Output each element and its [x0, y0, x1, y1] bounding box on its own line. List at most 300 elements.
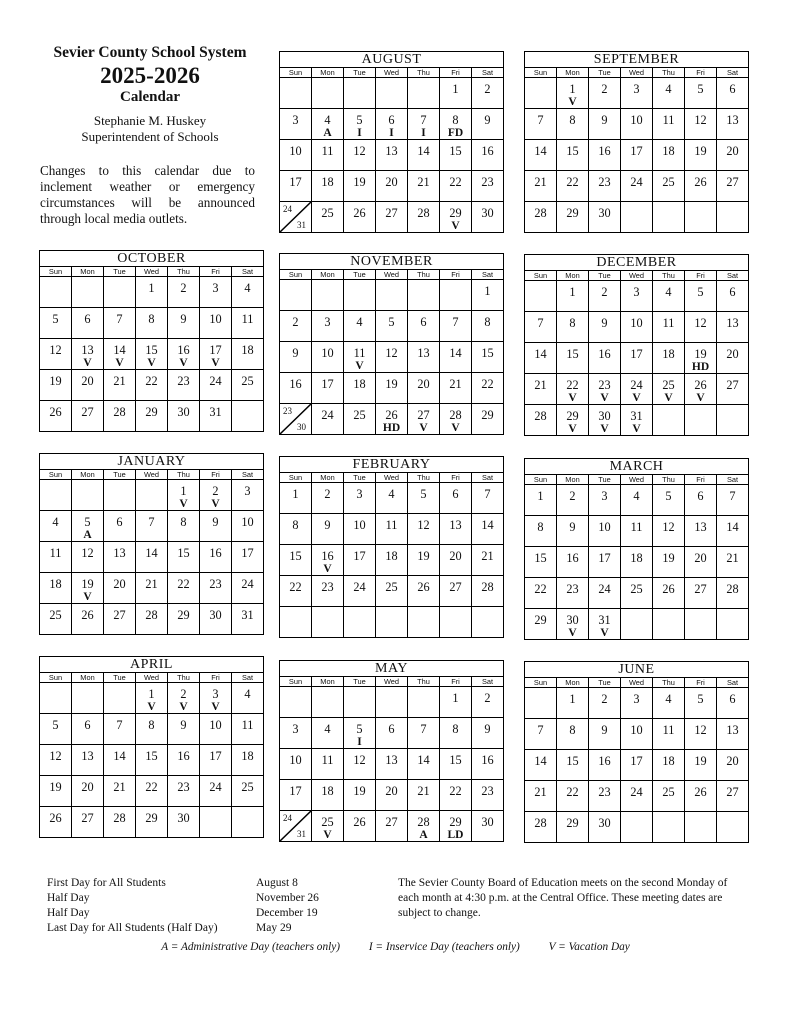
- day-number: 9: [601, 316, 608, 330]
- month-may: [279, 660, 504, 842]
- day-cell: [621, 516, 653, 547]
- day-cell: [557, 405, 589, 436]
- week-row: [525, 78, 749, 109]
- day-cell: [312, 171, 344, 202]
- day-number: 8: [484, 315, 491, 329]
- weekday-header: Fri: [685, 475, 717, 485]
- day-number: 21: [145, 577, 158, 591]
- day-number: 28: [113, 405, 126, 419]
- day-cell: [440, 687, 472, 718]
- day-number: 30: [566, 613, 579, 627]
- day-cell: [280, 687, 312, 718]
- day-number: 19: [49, 780, 62, 794]
- day-number: 18: [321, 784, 334, 798]
- week-row: [525, 140, 749, 171]
- day-number: 10: [209, 312, 222, 326]
- day-number: 15: [289, 549, 302, 563]
- day-cell: [136, 480, 168, 511]
- day-cell: [280, 576, 312, 607]
- day-number: 28: [534, 816, 547, 830]
- day-cell: [589, 374, 621, 405]
- day-number: 9: [180, 312, 187, 326]
- weekday-header: Mon: [557, 271, 589, 281]
- weekday-header: Sat: [717, 271, 749, 281]
- day-cell: [232, 511, 264, 542]
- day-cell: [621, 343, 653, 374]
- day-cell: [472, 749, 504, 780]
- day-cell: [312, 483, 344, 514]
- board-meeting-note: The Sevier County Board of Education meets on the second Monday of each month at 4:30 p.m. at the Central Office. These meeting dates are subject to change.: [398, 877, 728, 919]
- day-number: 4: [244, 687, 251, 701]
- day-number: 12: [385, 346, 398, 360]
- day-cell: [525, 312, 557, 343]
- week-row: [280, 311, 504, 342]
- weekday-header: Sun: [40, 470, 72, 480]
- day-code: V: [211, 701, 220, 713]
- day-cell: [589, 140, 621, 171]
- school-year: 2025-2026: [100, 63, 200, 88]
- day-cell: [104, 807, 136, 838]
- day-cell: [717, 312, 749, 343]
- day-number: 7: [116, 718, 123, 732]
- day-cell: [440, 514, 472, 545]
- day-cell: [653, 78, 685, 109]
- month-table: [39, 266, 264, 432]
- day-cell: [717, 78, 749, 109]
- day-number: 6: [452, 487, 459, 501]
- day-cell: [200, 401, 232, 432]
- day-number: 26: [694, 378, 707, 392]
- week-row: [280, 140, 504, 171]
- weekday-header: Thu: [408, 677, 440, 687]
- day-cell: [653, 781, 685, 812]
- day-cell: [168, 745, 200, 776]
- week-row: [40, 339, 264, 370]
- day-number: 9: [292, 346, 299, 360]
- day-number: 11: [321, 144, 334, 158]
- day-number: 13: [726, 723, 739, 737]
- day-cell: [685, 781, 717, 812]
- day-cell: [312, 780, 344, 811]
- calendar-header: [38, 44, 262, 145]
- event-label: Half Day: [47, 892, 90, 904]
- weekday-header: Mon: [312, 677, 344, 687]
- day-cell: [525, 171, 557, 202]
- day-number: 2: [212, 484, 219, 498]
- day-number: 1: [292, 487, 299, 501]
- day-cell: [589, 578, 621, 609]
- day-number: 24: [630, 785, 643, 799]
- week-row: [280, 483, 504, 514]
- day-number: 17: [630, 754, 643, 768]
- week-row: [40, 511, 264, 542]
- day-number: 27: [726, 785, 739, 799]
- weekday-header: Sat: [232, 470, 264, 480]
- day-number: 10: [353, 518, 366, 532]
- day-cell: [312, 687, 344, 718]
- day-cell: [717, 547, 749, 578]
- day-cell: [472, 576, 504, 607]
- day-cell: [408, 404, 440, 435]
- weekday-header: Sun: [280, 473, 312, 483]
- day-cell: [344, 749, 376, 780]
- day-code: V: [179, 357, 188, 369]
- weekday-header: Tue: [104, 470, 136, 480]
- day-number: 5: [420, 487, 427, 501]
- day-cell: [621, 202, 653, 233]
- month-table: [524, 270, 749, 436]
- weekday-header: Mon: [72, 673, 104, 683]
- day-cell: [200, 542, 232, 573]
- month-table: [279, 676, 504, 842]
- day-cell: [136, 573, 168, 604]
- day-number: 30: [177, 811, 190, 825]
- day-code: V: [115, 357, 124, 369]
- day-number: 13: [726, 113, 739, 127]
- day-cell: [440, 280, 472, 311]
- day-number: 1: [569, 82, 576, 96]
- day-number: 14: [417, 753, 430, 767]
- day-number: 1: [537, 489, 544, 503]
- day-cell: [232, 339, 264, 370]
- day-cell: [472, 687, 504, 718]
- day-cell: [717, 109, 749, 140]
- day-number: 13: [113, 546, 126, 560]
- day-number: 26: [662, 582, 675, 596]
- day-cell: [472, 280, 504, 311]
- day-cell: [440, 780, 472, 811]
- day-number: 24: [209, 780, 222, 794]
- day-number: 29: [449, 815, 462, 829]
- day-number: 19: [694, 347, 707, 361]
- day-cell: [232, 308, 264, 339]
- day-cell: [168, 339, 200, 370]
- month-table: [524, 474, 749, 640]
- day-number: 4: [665, 82, 672, 96]
- day-number: 17: [598, 551, 611, 565]
- day-cell: [344, 140, 376, 171]
- month-november: [279, 253, 504, 435]
- day-number: 12: [662, 520, 675, 534]
- day-cell: [472, 311, 504, 342]
- day-number: 16: [481, 144, 494, 158]
- day-cell: [376, 545, 408, 576]
- week-row: [280, 780, 504, 811]
- day-code: V: [568, 627, 577, 639]
- day-cell: [685, 78, 717, 109]
- day-cell: [685, 578, 717, 609]
- day-cell: [344, 576, 376, 607]
- day-cell: [136, 745, 168, 776]
- day-number: 2: [484, 82, 491, 96]
- day-cell: [525, 516, 557, 547]
- day-code: LD: [447, 829, 464, 841]
- day-cell: [589, 812, 621, 843]
- week-row: [40, 573, 264, 604]
- day-number: 10: [321, 346, 334, 360]
- day-cell: [557, 485, 589, 516]
- day-cell: [40, 480, 72, 511]
- day-cell: [40, 401, 72, 432]
- day-number: 26: [49, 811, 62, 825]
- day-cell: [344, 404, 376, 435]
- day-number: 30: [481, 815, 494, 829]
- day-number: 28: [534, 409, 547, 423]
- day-cell: [232, 683, 264, 714]
- day-cell: [653, 688, 685, 719]
- day-cell: [344, 545, 376, 576]
- day-cell: [557, 812, 589, 843]
- day-cell: [312, 514, 344, 545]
- day-number: 30: [177, 405, 190, 419]
- day-number: 28: [534, 206, 547, 220]
- weekday-header: Mon: [557, 678, 589, 688]
- day-number: 19: [385, 377, 398, 391]
- day-cell: [525, 609, 557, 640]
- day-number: 15: [449, 144, 462, 158]
- day-cell: [376, 280, 408, 311]
- day-cell: [376, 687, 408, 718]
- day-cell: [589, 609, 621, 640]
- day-number: 28: [113, 811, 126, 825]
- day-number: 20: [449, 549, 462, 563]
- day-cell: [717, 140, 749, 171]
- legend-vacation: V = Vacation Day: [548, 941, 630, 953]
- day-cell: [408, 311, 440, 342]
- day-number: 13: [449, 518, 462, 532]
- day-number: 2: [601, 692, 608, 706]
- day-cell: [168, 776, 200, 807]
- day-cell: [525, 578, 557, 609]
- day-cell: [200, 511, 232, 542]
- day-number: 28: [145, 608, 158, 622]
- day-cell: [525, 781, 557, 812]
- weekday-header: Sat: [232, 267, 264, 277]
- day-number: 1: [569, 285, 576, 299]
- day-code: V: [419, 422, 428, 434]
- day-number: 9: [569, 520, 576, 534]
- day-code: I: [357, 127, 362, 139]
- day-number: 24: [321, 408, 334, 422]
- day-number: 24: [283, 813, 292, 823]
- day-number: 31: [297, 829, 306, 839]
- day-number: 27: [694, 582, 707, 596]
- day-number: 8: [537, 520, 544, 534]
- week-row: [525, 109, 749, 140]
- day-number: 17: [241, 546, 254, 560]
- day-cell: [525, 688, 557, 719]
- day-number: 6: [420, 315, 427, 329]
- day-cell: [440, 749, 472, 780]
- day-cell: [525, 109, 557, 140]
- weekday-header: Thu: [653, 475, 685, 485]
- day-cell: [589, 485, 621, 516]
- day-number: 6: [697, 489, 704, 503]
- day-number: 5: [356, 113, 363, 127]
- day-number: 25: [241, 780, 254, 794]
- day-number: 30: [297, 422, 306, 432]
- legend-administrative: A = Administrative Day (teachers only): [161, 941, 341, 953]
- week-row: [525, 171, 749, 202]
- day-number: 3: [212, 281, 219, 295]
- weekday-header: Sun: [525, 475, 557, 485]
- day-cell: [280, 109, 312, 140]
- weekday-header: Wed: [136, 470, 168, 480]
- day-number: 6: [388, 722, 395, 736]
- day-cell: [104, 714, 136, 745]
- day-number: 26: [49, 405, 62, 419]
- day-cell: [72, 683, 104, 714]
- day-number: 15: [449, 753, 462, 767]
- weekday-header: Sat: [472, 473, 504, 483]
- day-number: 23: [177, 780, 190, 794]
- day-cell: [408, 483, 440, 514]
- day-cell: [653, 171, 685, 202]
- day-cell: [717, 516, 749, 547]
- day-cell: [525, 485, 557, 516]
- day-cell: [525, 405, 557, 436]
- day-cell: [312, 140, 344, 171]
- week-row: [40, 277, 264, 308]
- day-cell: [136, 604, 168, 635]
- weekday-header: Sun: [525, 678, 557, 688]
- day-number: 27: [726, 175, 739, 189]
- day-number: 31: [241, 608, 254, 622]
- day-cell: [621, 312, 653, 343]
- day-cell: [557, 609, 589, 640]
- day-number: 29: [534, 613, 547, 627]
- day-number: 24: [630, 175, 643, 189]
- day-number: 20: [81, 374, 94, 388]
- day-code: V: [179, 701, 188, 713]
- weekday-header: Tue: [344, 68, 376, 78]
- week-row: [280, 811, 504, 842]
- day-code: V: [632, 423, 641, 435]
- day-cell: [589, 78, 621, 109]
- weekday-header: Thu: [408, 473, 440, 483]
- day-cell: [136, 807, 168, 838]
- day-number: 15: [145, 749, 158, 763]
- day-number: 3: [633, 692, 640, 706]
- day-number: 6: [84, 312, 91, 326]
- day-cell: [232, 714, 264, 745]
- day-number: 2: [180, 281, 187, 295]
- day-cell: [344, 687, 376, 718]
- day-number: 31: [630, 409, 643, 423]
- day-cell: [525, 281, 557, 312]
- day-cell: [472, 202, 504, 233]
- day-cell: [344, 718, 376, 749]
- day-number: 16: [209, 546, 222, 560]
- day-number: 20: [726, 347, 739, 361]
- day-number: 25: [353, 408, 366, 422]
- day-cell: [557, 140, 589, 171]
- day-number: 15: [566, 347, 579, 361]
- weekday-header: Sun: [40, 267, 72, 277]
- day-cell: [653, 547, 685, 578]
- day-code: V: [211, 498, 220, 510]
- day-cell: [653, 140, 685, 171]
- weekday-header: Wed: [621, 678, 653, 688]
- day-code: V: [147, 357, 156, 369]
- day-cell: [589, 171, 621, 202]
- day-cell: [104, 339, 136, 370]
- weekday-header: Wed: [136, 267, 168, 277]
- legend: [0, 941, 791, 953]
- day-code: HD: [691, 361, 710, 373]
- day-cell: [621, 578, 653, 609]
- day-cell: [717, 688, 749, 719]
- day-cell: [280, 280, 312, 311]
- day-cell: [104, 511, 136, 542]
- weekday-header: Wed: [376, 677, 408, 687]
- day-number: 6: [116, 515, 123, 529]
- day-number: 1: [148, 687, 155, 701]
- day-number: 19: [353, 175, 366, 189]
- day-cell: [557, 374, 589, 405]
- day-number: 15: [566, 754, 579, 768]
- day-cell: [280, 404, 312, 435]
- day-cell: [621, 140, 653, 171]
- weekday-header: Sun: [525, 271, 557, 281]
- day-number: 29: [566, 816, 579, 830]
- day-number: 26: [694, 785, 707, 799]
- day-number: 5: [356, 722, 363, 736]
- day-number: 11: [385, 518, 398, 532]
- day-cell: [685, 140, 717, 171]
- day-number: 25: [241, 374, 254, 388]
- day-cell: [168, 683, 200, 714]
- day-number: 16: [289, 377, 302, 391]
- day-number: 21: [481, 549, 494, 563]
- week-row: [525, 516, 749, 547]
- day-cell: [557, 578, 589, 609]
- day-cell: [200, 745, 232, 776]
- day-number: 14: [145, 546, 158, 560]
- day-cell: [621, 750, 653, 781]
- day-cell: [40, 573, 72, 604]
- day-cell: [72, 573, 104, 604]
- day-cell: [685, 171, 717, 202]
- day-number: 11: [662, 723, 675, 737]
- day-cell: [589, 719, 621, 750]
- day-cell: [72, 370, 104, 401]
- day-cell: [280, 373, 312, 404]
- day-cell: [408, 687, 440, 718]
- weekday-header: Wed: [621, 475, 653, 485]
- weekday-header: Tue: [589, 678, 621, 688]
- day-number: 12: [81, 546, 94, 560]
- day-number: 25: [385, 580, 398, 594]
- event-date: May 29: [256, 922, 292, 934]
- weekday-header: Fri: [440, 473, 472, 483]
- day-cell: [653, 343, 685, 374]
- day-cell: [376, 718, 408, 749]
- day-number: 3: [633, 82, 640, 96]
- day-cell: [344, 280, 376, 311]
- day-number: 27: [385, 815, 398, 829]
- day-cell: [344, 342, 376, 373]
- day-cell: [280, 545, 312, 576]
- day-number: 11: [630, 520, 643, 534]
- day-number: 2: [601, 285, 608, 299]
- day-cell: [621, 78, 653, 109]
- day-cell: [104, 370, 136, 401]
- weekday-header: Tue: [104, 673, 136, 683]
- day-number: 23: [566, 582, 579, 596]
- day-number: 22: [177, 577, 190, 591]
- day-number: 11: [662, 316, 675, 330]
